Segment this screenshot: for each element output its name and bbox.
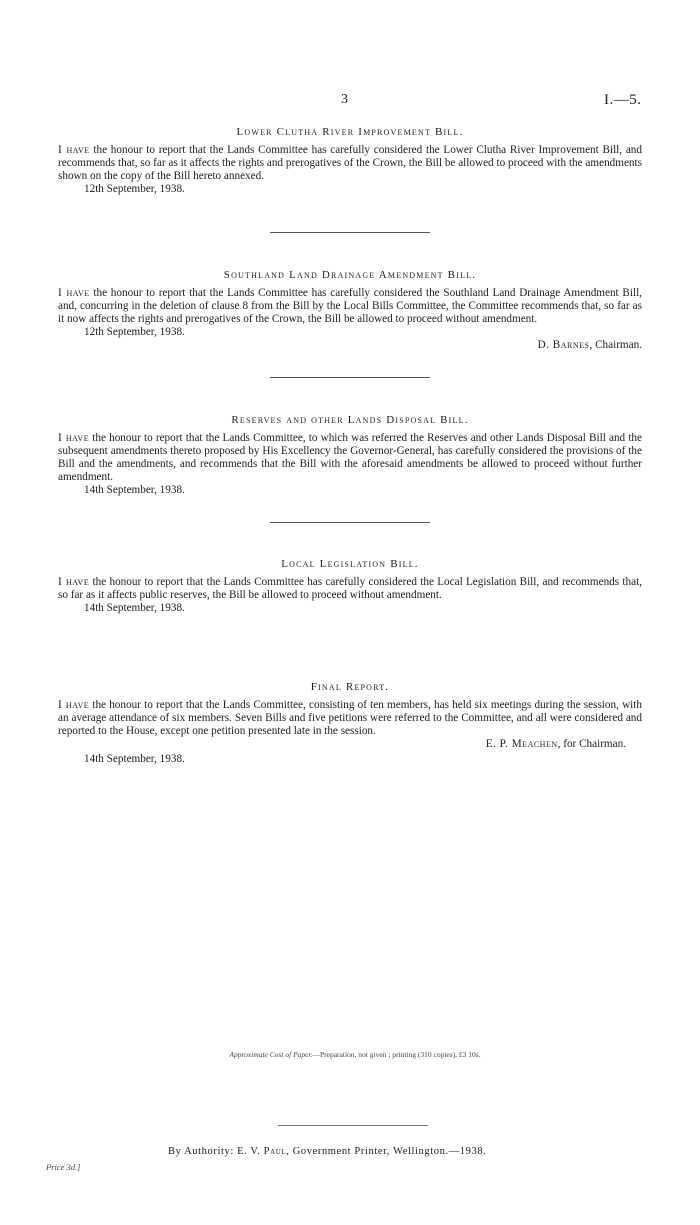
signature: [58, 738, 642, 750]
authority-prefix: By Authority:: [168, 1146, 238, 1157]
section-local-legislation: [58, 558, 642, 615]
body-text: the honour to report that the Lands Committee has carefully considered the Lower Clutha River Improvement Bill, and recommends that, so far as it affects the rights and prerogatives of the Crown, the Bill be allowed to proceed with the amendments shown on the copy of the Bill hereto annexed.: [58, 144, 642, 183]
signature: [58, 339, 642, 351]
section-date: 14th September, 1938.: [84, 484, 185, 497]
cost-text: —Preparation, not given ; printing (310 copies), £3 10s.: [312, 1050, 481, 1059]
section-date: 14th September, 1938.: [84, 753, 185, 766]
body-text: the honour to report that the Lands Committee has carefully considered the Local Legislation Bill, and recommends that, so far as it affects public reserves, the Bill be allowed to proceed without amendment.: [58, 576, 642, 602]
section-divider: [270, 232, 430, 233]
opening-words: I have: [58, 287, 90, 299]
section-date: 14th September, 1938.: [84, 602, 185, 615]
body-text: the honour to report that the Lands Committee, to which was referred the Reserves and other Lands Disposal Bill and the subsequent amendments thereto proposed by His Excellency the Governor-General, has carefully considered the provisions of the Bill and the amendments, and recommends that the Bill with the aforesaid amendments be allowed to proceed without further amendment.: [58, 432, 642, 484]
section-title: Reserves and other Lands Disposal Bill.: [231, 414, 469, 426]
signature-role: , Chairman.: [589, 339, 642, 352]
signature-role: , for Chairman.: [557, 738, 626, 751]
opening-words: I have: [58, 144, 90, 156]
footer-divider: [278, 1125, 428, 1126]
printer-name: E. V. Paul: [237, 1146, 287, 1157]
price-note: Price 3d.]: [46, 1162, 81, 1172]
cost-of-paper-note: [170, 1050, 540, 1059]
section-body: [58, 576, 642, 602]
paper-reference: I.—5.: [604, 92, 642, 108]
section-lower-clutha: [58, 126, 642, 196]
section-title: Lower Clutha River Improvement Bill.: [236, 126, 464, 138]
printer-authority: [168, 1146, 486, 1157]
body-text: the honour to report that the Lands Committee, consisting of ten members, has held six meetings during the session, with an average attendance of six members. Seven Bills and five petitions were referred to the Committee, and all were considered and reported to the House, except one petition presented late in the session.: [58, 699, 642, 738]
section-date: 12th September, 1938.: [84, 326, 185, 339]
section-body: [58, 699, 642, 738]
body-text: the honour to report that the Lands Committee has carefully considered the Southland Land Drainage Amendment Bill, and, concurring in the deletion of clause 8 from the Bill by the Local Bills Committee, the Committee recommends that, so far as it now affects the rights and prerogatives of the Crown, the Bill be allowed to proceed without amendment.: [58, 287, 642, 326]
section-reserves: [58, 414, 642, 497]
section-body: [58, 287, 642, 326]
signature-name: E. P. Meachen: [485, 738, 558, 751]
section-body: [58, 432, 642, 484]
authority-suffix: , Government Printer, Wellington.—1938.: [286, 1146, 487, 1157]
section-southland: [58, 269, 642, 351]
opening-words: I have: [58, 576, 90, 588]
section-divider: [270, 522, 430, 523]
cost-label: Approximate Cost of Paper.: [229, 1050, 313, 1059]
section-divider: [270, 377, 430, 378]
section-date: 12th September, 1938.: [84, 183, 185, 196]
section-body: [58, 144, 642, 183]
section-title: Local Legislation Bill.: [281, 558, 419, 570]
page-number: 3: [341, 92, 348, 107]
section-title: Southland Land Drainage Amendment Bill.: [223, 269, 477, 281]
opening-words: I have: [58, 699, 90, 711]
signature-name: D. Barnes: [537, 339, 590, 352]
opening-words: I have: [58, 432, 90, 444]
section-title: Final Report.: [310, 681, 390, 693]
section-final-report: [58, 681, 642, 766]
